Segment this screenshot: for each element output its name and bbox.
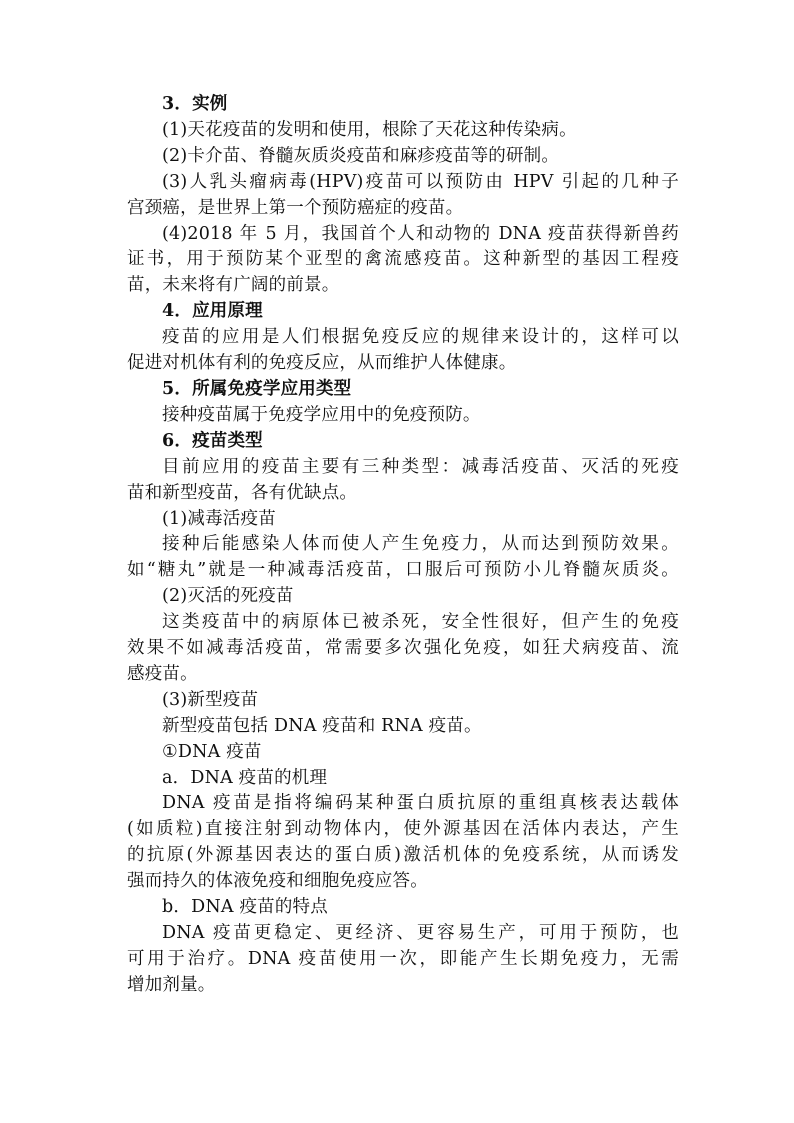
- text-line: (1)天花疫苗的发明和使用，根除了天花这种传染病。: [162, 119, 577, 140]
- text-line: a．DNA 疫苗的机理: [162, 767, 328, 788]
- text-line: (3)新型疫苗: [162, 689, 259, 710]
- text-line: (3)人乳头瘤病毒(HPV)疫苗可以预防由 HPV 引起的几种子: [162, 171, 679, 192]
- text-line: 疫苗的应用是人们根据免疫反应的规律来设计的，这样可以: [162, 327, 679, 348]
- text-line: DNA 疫苗是指将编码某种蛋白质抗原的重组真核表达载体: [162, 793, 679, 814]
- text-line: 的抗原(外源基因表达的蛋白质)激活机体的免疫系统，从而诱发: [127, 845, 679, 866]
- section-heading: 4．应用原理: [162, 301, 263, 322]
- text-line: 这类疫苗中的病原体已被杀死，安全性很好，但产生的免疫: [162, 612, 679, 633]
- text-line: (1)减毒活疫苗: [162, 508, 276, 529]
- text-line: 增加剂量。: [127, 974, 216, 995]
- text-line: 接种疫苗属于免疫学应用中的免疫预防。: [162, 404, 481, 425]
- text-line: 新型疫苗包括 DNA 疫苗和 RNA 疫苗。: [162, 715, 482, 736]
- text-line: (如质粒)直接注射到动物体内，使外源基因在活体内表达，产生: [127, 819, 679, 840]
- section-heading: 5．所属免疫学应用类型: [162, 378, 352, 399]
- text-line: 强而持久的体液免疫和细胞免疫应答。: [127, 871, 428, 892]
- text-line: ①DNA 疫苗: [162, 741, 262, 762]
- text-line: 宫颈癌，是世界上第一个预防癌症的疫苗。: [127, 197, 464, 218]
- text-line: 苗和新型疫苗，各有优缺点。: [127, 482, 358, 503]
- section-heading: 3．实例: [162, 94, 228, 114]
- text-line: 效果不如减毒活疫苗，常需要多次强化免疫，如狂犬病疫苗、流: [127, 638, 679, 659]
- text-line: 目前应用的疫苗主要有三种类型：减毒活疫苗、灭活的死疫: [162, 456, 679, 477]
- text-line: 促进对机体有利的免疫反应，从而维护人体健康。: [127, 353, 517, 374]
- text-line: b．DNA 疫苗的特点: [162, 897, 328, 918]
- text-line: 感疫苗。: [127, 663, 198, 684]
- section-heading: 6．疫苗类型: [162, 430, 263, 451]
- text-line: 接种后能感染人体而使人产生免疫力，从而达到预防效果。: [162, 534, 679, 555]
- text-line: (2)卡介苗、脊髓灰质炎疫苗和麻疹疫苗等的研制。: [162, 145, 560, 166]
- text-line: 苗，未来将有广阔的前景。: [127, 275, 340, 296]
- text-line: DNA 疫苗更稳定、更经济、更容易生产，可用于预防，也: [162, 923, 679, 943]
- document-page: [127, 92, 679, 999]
- text-line: 证书，用于预防某个亚型的禽流感疫苗。这种新型的基因工程疫: [127, 249, 679, 270]
- text-line: 可用于治疗。DNA 疫苗使用一次，即能产生长期免疫力，无需: [127, 948, 679, 969]
- text-line: (4)2018 年 5 月，我国首个人和动物的 DNA 疫苗获得新兽药: [162, 223, 679, 244]
- text-line: 如“糖丸”就是一种减毒活疫苗，口服后可预防小儿脊髓灰质炎。: [127, 560, 679, 581]
- text-line: (2)灭活的死疫苗: [162, 586, 294, 607]
